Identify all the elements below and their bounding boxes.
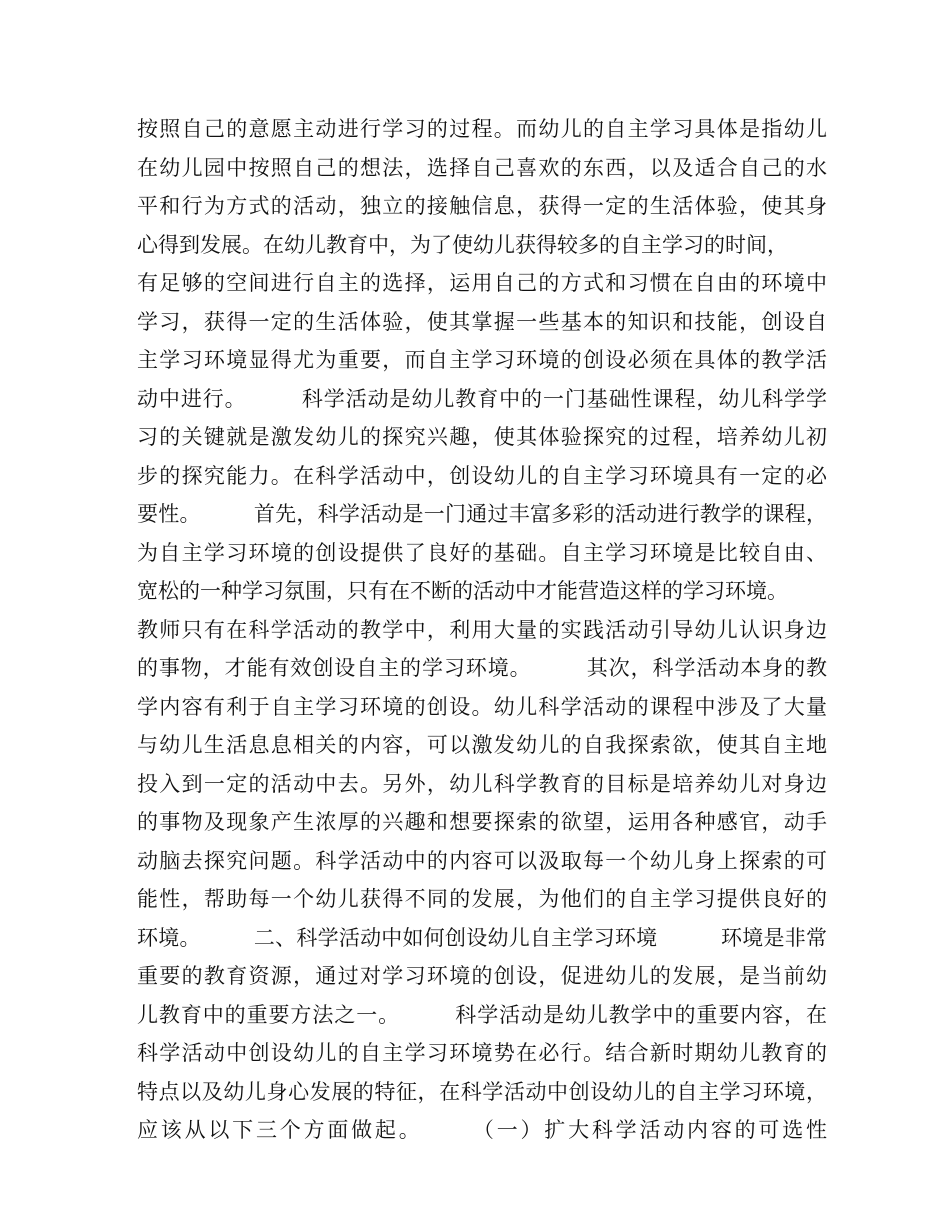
text-line: 儿教育中的重要方法之一。 科学活动是幼儿教学中的重要内容，在	[137, 1002, 827, 1027]
text-line: 科学活动中创设幼儿的自主学习环境势在必行。结合新时期幼儿教育的	[137, 1041, 827, 1065]
text-line: 平和行为方式的活动，独立的接触信息，获得一定的生活体验，使其身	[137, 194, 827, 218]
text-line: 宽松的一种学习氛围，只有在不断的活动中才能营造这样的学习环境。	[137, 579, 788, 603]
text-line: 有足够的空间进行自主的选择，运用自己的方式和习惯在自由的环境中	[137, 271, 827, 295]
text-line: 应该从以下三个方面做起。 （一）扩大科学活动内容的可选性	[137, 1118, 827, 1142]
text-line: 要性。 首先，科学活动是一门通过丰富多彩的活动进行教学的课程，	[137, 502, 827, 526]
text-line: 动脑去探究问题。科学活动中的内容可以汲取每一个幼儿身上探索的可	[137, 848, 827, 873]
text-line: 的事物，才能有效创设自主的学习环境。 其次，科学活动本身的教	[137, 656, 827, 680]
text-line: 特点以及幼儿身心发展的特征，在科学活动中创设幼儿的自主学习环境，	[137, 1079, 827, 1104]
text-line: 主学习环境显得尤为重要，而自主学习环境的创设必须在具体的教学活	[137, 348, 827, 372]
text-line: 为自主学习环境的创设提供了良好的基础。自主学习环境是比较自由、	[137, 540, 827, 565]
text-line: 环境。 二、科学活动中如何创设幼儿自主学习环境 环境是非常	[137, 925, 827, 950]
text-line: 重要的教育资源，通过对学习环境的创设，促进幼儿的发展，是当前幼	[137, 964, 827, 988]
text-line: 的事物及现象产生浓厚的兴趣和想要探索的欲望，运用各种感官，动手	[137, 810, 827, 834]
document-body-text	[137, 110, 827, 1150]
text-line: 心得到发展。在幼儿教育中，为了使幼儿获得较多的自主学习的时间，	[137, 232, 788, 257]
text-line: 与幼儿生活息息相关的内容，可以激发幼儿的自我探索欲，使其自主地	[137, 733, 827, 757]
text-line: 学习，获得一定的生活体验，使其掌握一些基本的知识和技能，创设自	[137, 309, 827, 334]
text-line: 步的探究能力。在科学活动中，创设幼儿的自主学习环境具有一定的必	[137, 463, 827, 488]
text-line: 学内容有利于自主学习环境的创设。幼儿科学活动的课程中涉及了大量	[137, 694, 827, 719]
text-line: 习的关键就是激发幼儿的探究兴趣，使其体验探究的过程，培养幼儿初	[137, 425, 827, 449]
text-line: 教师只有在科学活动的教学中，利用大量的实践活动引导幼儿认识身边	[137, 617, 827, 642]
text-line: 在幼儿园中按照自己的想法，选择自己喜欢的东西，以及适合自己的水	[137, 155, 827, 180]
text-line: 投入到一定的活动中去。另外，幼儿科学教育的目标是培养幼儿对身边	[137, 771, 827, 796]
text-line: 按照自己的意愿主动进行学习的过程。而幼儿的自主学习具体是指幼儿	[137, 117, 827, 141]
text-line: 动中进行。 科学活动是幼儿教育中的一门基础性课程，幼儿科学学	[137, 386, 827, 411]
text-line: 能性，帮助每一个幼儿获得不同的发展，为他们的自主学习提供良好的	[137, 887, 827, 911]
